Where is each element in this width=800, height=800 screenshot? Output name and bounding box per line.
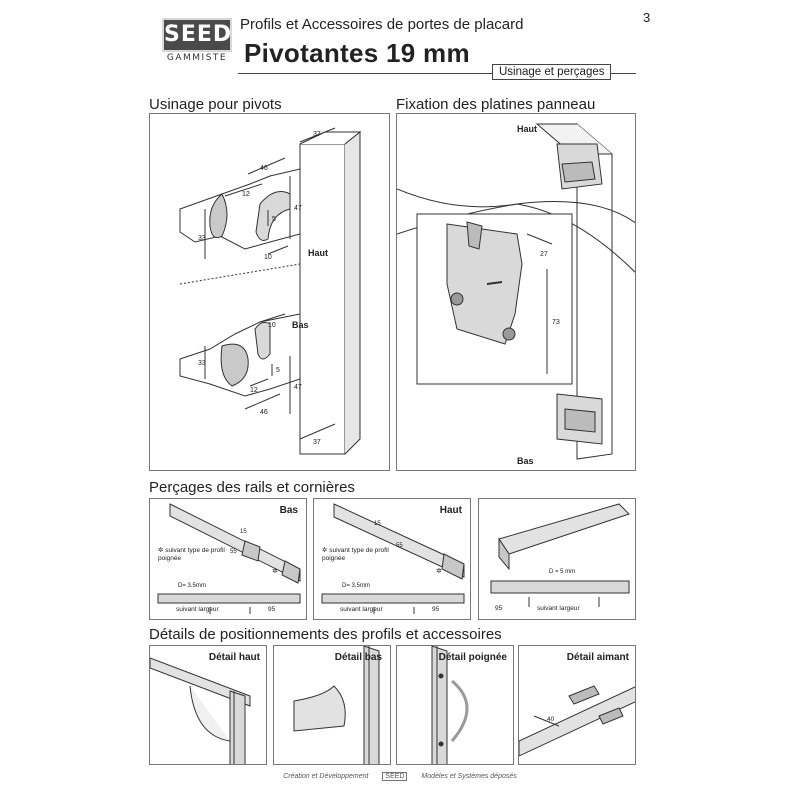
- percage-bas-dim-15: 15: [240, 529, 247, 535]
- detail-aimant-label: Détail aimant: [566, 652, 629, 663]
- footer-right: Modèles et Systèmes déposés: [421, 773, 517, 780]
- detail-panel-poignee: [396, 645, 514, 765]
- percage-haut-note: ✲ suivant type de profil poignée: [322, 547, 389, 562]
- page-number: 3: [643, 10, 651, 25]
- dim-10-bottom: 10: [268, 322, 276, 329]
- section-title-usinage: Usinage pour pivots: [149, 96, 282, 113]
- detail-panel-aimant: [518, 645, 636, 765]
- detail-poignee-label: Détail poignée: [438, 652, 507, 663]
- percage-bas-dim-95: 95: [268, 606, 276, 613]
- section-title-percages: Perçages des rails et cornières: [149, 479, 355, 496]
- percage-bas-diameter: D= 3.5mm: [178, 583, 206, 589]
- dim-5-top: 5: [272, 216, 276, 223]
- section-title-fixation: Fixation des platines panneau: [396, 96, 596, 113]
- percage-haut-dim-15: 15: [374, 521, 381, 527]
- dim-46-top: 46: [260, 165, 268, 172]
- percage-bas-note: ✲ suivant type de profil poignée: [158, 547, 225, 562]
- label-haut: Haut: [308, 248, 328, 258]
- document-title: Profils et Accessoires de portes de placard: [240, 16, 524, 33]
- dim-47-bottom: 47: [294, 384, 302, 391]
- dim-33-top: 33: [198, 235, 206, 242]
- percage-haut-dim-95: 95: [432, 606, 440, 613]
- detail-aimant-dim-40: 40: [547, 716, 555, 723]
- dim-5-bottom: 5: [276, 367, 280, 374]
- label-bas: Bas: [292, 320, 309, 330]
- label-fixation-bas: Bas: [517, 456, 534, 466]
- dim-27: 27: [540, 251, 548, 258]
- dim-10-top: 10: [264, 254, 272, 261]
- detail-panel-haut: [149, 645, 267, 765]
- dim-73: 73: [552, 319, 560, 326]
- dim-46-bottom: 46: [260, 409, 268, 416]
- dim-33-bottom: 33: [198, 360, 206, 367]
- footer-left: Création et Développement: [283, 773, 369, 780]
- percage-haut-diameter: D= 3.5mm: [342, 583, 370, 589]
- percage-haut-width: suivant largeur: [340, 606, 383, 613]
- page-title: Pivotantes 19 mm: [244, 38, 470, 68]
- usinage-panel: [149, 113, 390, 471]
- logo-mark: SEED: [162, 18, 232, 52]
- section-title-details: Détails de positionnements des profils et accessoires: [149, 626, 502, 643]
- usinage-drawing: [150, 114, 390, 471]
- logo-subtitle: GAMMISTE: [166, 53, 228, 63]
- percage-bas-star: ✲: [272, 568, 278, 575]
- section-tag: Usinage et perçages: [492, 64, 611, 80]
- percage-haut-label: Haut: [439, 505, 462, 516]
- percage-bas-width: suivant largeur: [176, 606, 219, 613]
- dim-12-top: 12: [242, 191, 250, 198]
- dim-12-bottom: 12: [250, 387, 258, 394]
- detail-haut-label: Détail haut: [208, 652, 260, 663]
- percage-corniere-width: suivant largeur: [537, 605, 580, 612]
- percage-panel-haut: [313, 498, 471, 620]
- percage-corniere-diameter: D = 5 mm: [549, 569, 576, 575]
- fixation-drawing: [397, 114, 636, 471]
- footer: [0, 773, 800, 780]
- fixation-panel: [396, 113, 636, 471]
- detail-panel-bas: [273, 645, 391, 765]
- footer-logo: SEED: [382, 772, 407, 781]
- dim-37-top: 37: [313, 131, 321, 138]
- dim-47-top: 47: [294, 205, 302, 212]
- percage-corniere-dim-95: 95: [495, 605, 503, 612]
- percage-panel-bas: [149, 498, 307, 620]
- detail-bas-label: Détail bas: [334, 652, 382, 663]
- percage-panel-corniere: [478, 498, 636, 620]
- percage-haut-dim-55: 55: [396, 543, 403, 549]
- label-fixation-haut: Haut: [517, 124, 537, 134]
- percage-bas-dim-55: 55: [230, 549, 237, 555]
- brand-logo: [162, 18, 232, 64]
- percage-bas-label: Bas: [279, 505, 298, 516]
- dim-37-bottom: 37: [313, 439, 321, 446]
- percage-haut-star: ✲: [436, 568, 442, 575]
